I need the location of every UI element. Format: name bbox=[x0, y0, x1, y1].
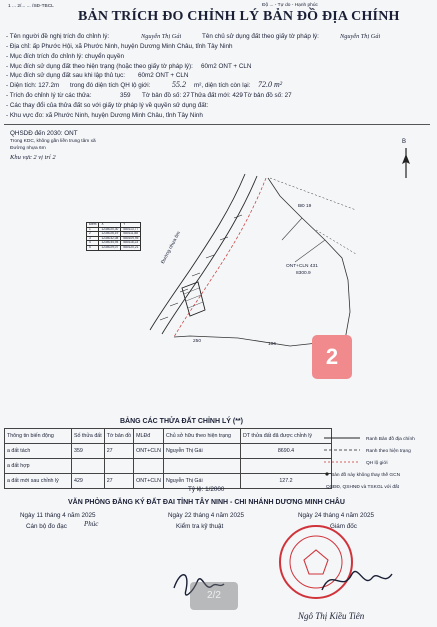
parcel-label: ONT+CLN 431 bbox=[286, 264, 318, 269]
north-label: B bbox=[402, 139, 407, 145]
divider bbox=[4, 124, 430, 125]
table-cell: a đất tách bbox=[5, 444, 72, 459]
coord-cell: 5 bbox=[87, 245, 99, 250]
changes-header: Số thửa đất bbox=[72, 429, 105, 444]
table-row bbox=[5, 474, 332, 489]
bd-label: BĐ 19 bbox=[298, 204, 312, 209]
table-cell: ONT+CLN bbox=[134, 444, 164, 459]
coord-cell: 1 bbox=[87, 227, 99, 232]
table-cell bbox=[163, 459, 240, 474]
coord-cell: 580111,88 bbox=[121, 232, 141, 237]
table-cell: 27 bbox=[104, 474, 133, 489]
legend-item: Ranh theo hiện trạng bbox=[366, 449, 411, 454]
new-sheet-label: - Tờ bản đồ số: 27 bbox=[240, 92, 292, 99]
requester-label: - Tên người đề nghị trích đo chỉnh lý: bbox=[6, 33, 110, 40]
signature-date: Ngày 24 tháng 4 năm 2025 bbox=[298, 512, 374, 519]
page-watermark: 2/2 bbox=[190, 582, 238, 610]
address-line: - Địa chỉ: ấp Phước Hội, xã Phước Ninh, huyện Dương Minh Châu, tỉnh Tây Ninh bbox=[6, 43, 233, 50]
north-arrow-icon bbox=[395, 140, 417, 180]
change-note: - Các thay đổi của thửa đất so với giấy tờ pháp lý về quyền sử dụng đất: bbox=[6, 102, 209, 109]
requester-name: Nguyễn Thị Gái bbox=[141, 33, 182, 40]
coord-cell: 4 bbox=[87, 241, 99, 246]
table-cell: a đất mới sau chỉnh lý bbox=[5, 474, 72, 489]
top-right-note: Độ ... - Tự do - Hạnh phúc bbox=[262, 3, 318, 8]
table-cell: a đất hợp bbox=[5, 459, 72, 474]
table-cell: 359 bbox=[72, 444, 105, 459]
area-remain-value: 72.0 m² bbox=[258, 80, 283, 89]
legend-item: QH lộ giới bbox=[366, 461, 388, 466]
signature-date: Ngày 11 tháng 4 năm 2025 bbox=[20, 512, 96, 519]
image-number-badge: 2 bbox=[312, 335, 352, 379]
area-plan-label: trong đó diện tích QH lộ giới: bbox=[70, 82, 151, 89]
khu-vuc-note: Khu vực 2 vị trí 2 bbox=[10, 154, 56, 161]
coord-header: Điểm bbox=[87, 223, 99, 228]
director-name: Ngô Thị Kiều Tiên bbox=[298, 611, 365, 621]
coord-header: Y bbox=[121, 223, 141, 228]
changes-header: Chủ sở hữu theo hiện trạng bbox=[163, 429, 240, 444]
road-note: Đường nhựa 6m bbox=[10, 146, 46, 151]
coord-cell: 1234029,07 bbox=[99, 245, 121, 250]
changes-header: DT thửa đất đã được chỉnh lý bbox=[240, 429, 331, 444]
table-cell: 127.2 bbox=[240, 474, 331, 489]
changes-table bbox=[4, 428, 332, 489]
table-cell: ONT+CLN bbox=[134, 474, 164, 489]
signature-date: Ngày 22 tháng 4 năm 2025 bbox=[168, 512, 244, 519]
area-label: - Diện tích: 127.2m bbox=[6, 82, 60, 89]
area-plan-value: 55.2 bbox=[172, 80, 186, 89]
current-use-value: 60m2 ONT + CLN bbox=[201, 63, 252, 70]
changes-table-title: BẢNG CÁC THỬA ĐẤT CHỈNH LÝ (**) bbox=[120, 418, 243, 425]
coord-cell: 1234020,30 bbox=[99, 227, 121, 232]
table-cell: 27 bbox=[104, 444, 133, 459]
current-use-label: - Mục đích sử dụng đất theo hiện trạng (hoặc theo giấy tờ pháp lý): bbox=[6, 63, 193, 70]
form-code: 1 ... 2/... ... /SĐ-TBCL bbox=[8, 4, 54, 9]
coord-cell: 1234034,94 bbox=[99, 241, 121, 246]
coord-cell: 3 bbox=[87, 236, 99, 241]
coord-cell: 1234032,08 bbox=[99, 236, 121, 241]
area-remain-label: m², diện tích còn lại: bbox=[194, 82, 251, 89]
new-parcel-label: - Thửa đất mới: 429 bbox=[187, 92, 243, 99]
changes-header: Tờ bản đồ bbox=[104, 429, 133, 444]
coord-cell: 580109,95 bbox=[121, 236, 141, 241]
after-use-value: 60m2 ONT + CLN bbox=[138, 72, 189, 79]
sheet-label: Tờ bản đồ số: 27 bbox=[142, 92, 190, 99]
changes-header: Thông tin biến động bbox=[5, 429, 72, 444]
director-signature-icon bbox=[318, 560, 398, 600]
excerpt-label: - Trích đo chỉnh lý từ các thửa: bbox=[6, 92, 92, 99]
signature-name: Phúc bbox=[84, 520, 99, 528]
coord-cell: 2 bbox=[87, 232, 99, 237]
table-row bbox=[5, 444, 332, 459]
location-line: - Khu vực đo: xã Phước Ninh, huyện Dương Minh Châu, tỉnh Tây Ninh bbox=[6, 112, 203, 119]
changes-header: MLĐđ bbox=[134, 429, 164, 444]
coord-header: X bbox=[99, 223, 121, 228]
cadastral-map bbox=[120, 170, 360, 355]
zone-note: Trong KDC, không gần liền trung tâm xã bbox=[10, 139, 96, 144]
neighbor-106: 106 bbox=[268, 342, 277, 347]
legend-item: Bản đồ này không thay thế GCN bbox=[331, 473, 401, 478]
road-label: Đường nhựa 6m bbox=[160, 230, 183, 265]
owner-name: Nguyễn Thị Gái bbox=[340, 33, 381, 40]
coord-cell: 580118,23 bbox=[121, 241, 141, 246]
after-use-label: - Mục đích sử dụng đất sau khi lập thủ tục: bbox=[6, 72, 126, 79]
signature-role: Kiểm tra kỹ thuật bbox=[176, 523, 224, 530]
table-cell: 8690.4 bbox=[240, 444, 331, 459]
table-cell bbox=[134, 459, 164, 474]
coord-cell: 580120,21 bbox=[121, 245, 141, 250]
legend-footer: QSĐĐ, QSHNĐ và TSKGL với đất bbox=[326, 485, 399, 490]
qhsdd-note: QHSDĐ đến 2030: ONT bbox=[10, 130, 78, 137]
table-cell: 429 bbox=[72, 474, 105, 489]
table-cell bbox=[240, 459, 331, 474]
scale-label: Tỷ lệ: 1/2000 bbox=[188, 486, 225, 493]
purpose-line: - Mục đích trích đo chỉnh lý: chuyển quyền bbox=[6, 53, 124, 60]
table-cell: Nguyễn Thị Gái bbox=[163, 444, 240, 459]
office-name: VĂN PHÒNG ĐĂNG KÝ ĐẤT ĐAI TỈNH TÂY NINH - CHI NHÁNH DƯƠNG MINH CHÂU bbox=[68, 499, 345, 506]
table-cell bbox=[72, 459, 105, 474]
parcel-number: 359 bbox=[120, 92, 131, 99]
signature-role: Cán bộ đo đạc bbox=[26, 523, 67, 530]
coord-cell: 1234026,19 bbox=[99, 232, 121, 237]
signature-role: Giám đốc bbox=[330, 523, 357, 530]
legend-item: Ranh Bản đồ địa chính bbox=[366, 437, 415, 442]
table-row bbox=[5, 459, 332, 474]
page-title: BẢN TRÍCH ĐO CHỈNH LÝ BẢN ĐỒ ĐỊA CHÍNH bbox=[78, 9, 400, 24]
owner-label: Tên chủ sử dụng đất theo giấy tờ pháp lý: bbox=[202, 33, 319, 40]
coord-cell: 580113,77 bbox=[121, 227, 141, 232]
table-cell bbox=[104, 459, 133, 474]
changes-header-row bbox=[5, 429, 332, 444]
table-cell: Nguyễn Thị Gái bbox=[163, 474, 240, 489]
neighbor-250: 250 bbox=[193, 339, 202, 344]
parcel-area: 8300.9 bbox=[296, 271, 311, 276]
